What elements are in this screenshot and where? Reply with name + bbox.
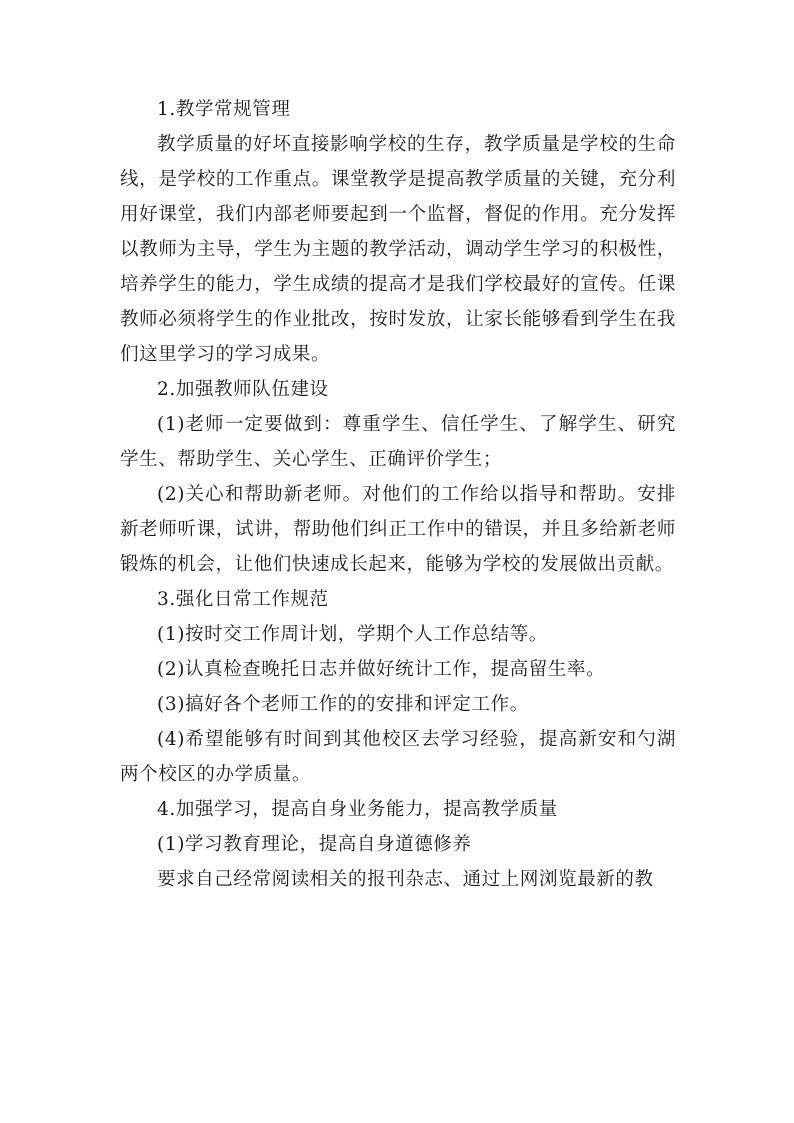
list-item-teacher-must: (1)老师一定要做到：尊重学生、信任学生、了解学生、研究学生、帮助学生、关心学生、正确评价学生； (120, 414, 676, 470)
paragraph-reading: 要求自己经常阅读相关的报刊杂志、通过上网浏览最新的教 (157, 869, 654, 890)
document-body (120, 92, 676, 897)
section-heading-study: 4.加强学习，提高自身业务能力，提高教学质量 (157, 799, 558, 820)
list-item-evening-log: (2)认真检查晚托日志并做好统计工作，提高留生率。 (157, 659, 606, 680)
section-heading-teacher-team: 2.加强教师队伍建设 (157, 379, 329, 400)
section-heading-daily-work: 3.强化日常工作规范 (157, 589, 329, 610)
list-item-new-teachers: (2)关心和帮助新老师。对他们的工作给以指导和帮助。安排新老师听课，试讲，帮助他们纠正工作中的错误，并且多给新老师锻炼的机会，让他们快速成长起来，能够为学校的发展做出贡献。 (120, 484, 676, 575)
list-item-weekly-plan: (1)按时交工作周计划，学期个人工作总结等。 (157, 624, 548, 645)
paragraph-teaching-quality: 教学质量的好坏直接影响学校的生存，教学质量是学校的生命线，是学校的工作重点。课堂教学是提高教学质量的关键，充分利用好课堂，我们内部老师要起到一个监督，督促的作用。充分发挥以教师为主导，学生为主题的教学活动，调动学生学习的积极性，培养学生的能力，学生成绩的提高才是我们学校最好的宣传。任课教师必须将学生的作业批改，按时发放，让家长能够看到学生在我们这里学习的学习成果。 (120, 134, 676, 365)
list-item-education-theory: (1)学习教育理论，提高自身道德修养 (157, 834, 472, 855)
list-item-arrangement: (3)搞好各个老师工作的的安排和评定工作。 (157, 694, 529, 715)
list-item-campus-visit: (4)希望能够有时间到其他校区去学习经验，提高新安和勺湖两个校区的办学质量。 (120, 729, 676, 785)
section-heading-teaching-routine: 1.教学常规管理 (157, 99, 291, 120)
